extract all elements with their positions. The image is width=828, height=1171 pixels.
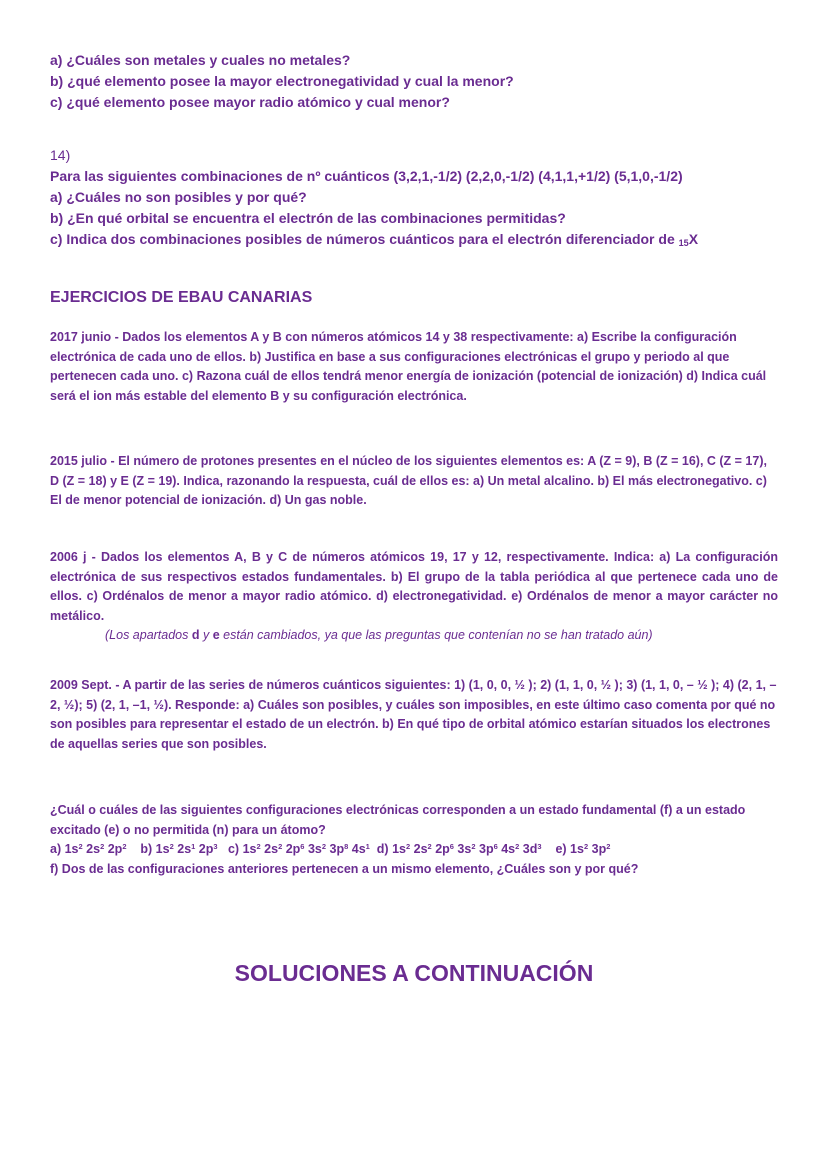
exercise-2006-note: [50, 626, 778, 646]
config-options: a) $1s^2$ $2s^2$ $2p^2$ b) $1s^2$ $2s^1$ $2p^3$ c) $1s^2$ $2s^2$ $2p^6$ $3s^2$ $3p^8$ $4s^1$ d) $1s^2$ $2s^2$ $2p^6$ $3s^2$ $3p^6$ $4s^2$ $3d^3$ e) $1s^2$ $3p^2$: [50, 841, 611, 856]
question-c: c) ¿qué elemento posee mayor radio atómico y cual menor?: [50, 94, 450, 110]
exercise-2017: 2017 junio - Dados los elementos A y B con números atómicos 14 y 38 respectivamente: a) Escribe la configuración electrónica de cada uno de ellos. b) Justifica en base a sus configuraciones electrónicas el grupo y periodo al que pertenecen cada uno. c) Razona cuál de ellos tendrá menor energía de ionización (potencial de ionización) d) Indica cuál será el ion más estable del elemento B y su configuración electrónica.: [50, 330, 767, 403]
top-questions: [50, 50, 778, 113]
exercise-2006-text: 2006 j - Dados los elementos A, B y C de números atómicos 19, 17 y 12, respectivamente. Indica: a) La configuración electrónica de sus respectivos estados fundamentales. b) El grupo de la tabla periódica al que pertenece cada uno de ellos. c) Ordénalos de menor a mayor radio atómico. d) electronegatividad. e) Ordénalos de menor a mayor carácter no metálico.: [50, 550, 778, 623]
question-14: [50, 145, 790, 250]
exercise-2006: [50, 548, 778, 646]
question-14-c-text: c) Indica dos combinaciones posibles de números cuánticos para el electrón diferenciador de: [50, 231, 679, 247]
note-y: y: [199, 628, 213, 642]
exercise-2015: 2015 julio - El número de protones presentes en el núcleo de los siguientes elementos es: A (Z = 9), B (Z = 16), C (Z = 17), D (Z = 18) y E (Z = 19). Indica, razonando la respuesta, cuál de ellos es: a) Un metal alcalino. b) El más electronegativo. c) El de menor potencial de ionización. d) Un gas noble.: [50, 454, 767, 507]
option-e-label: e): [555, 842, 567, 856]
question-number: 14): [50, 147, 71, 163]
exercise-2009: 2009 Sept. - A partir de las series de números cuánticos siguientes: 1) (1, 0, 0, ½ ); 2) (1, 1, 0, ½ ); 3) (1, 1, 0, – ½ ); 4) (2, 1, –2, ½); 5) (2, 1, –1, ½). Responde: a) Cuáles son posibles, y cuáles son imposibles, en este último caso comenta por qué no son posibles para representar el estado de un electrón. b) En qué tipo de orbital atómico estarían situados los electrones de aquellas series que son posibles.: [50, 678, 777, 751]
section-title: EJERCICIOS DE EBAU CANARIAS: [50, 289, 313, 306]
option-a-label: a): [50, 842, 62, 856]
config-question: ¿Cuál o cuáles de las siguientes configuraciones electrónicas corresponden a un estado fundamental (f) a un estado excitado (e) o no permitida (n) para un átomo?: [50, 803, 746, 837]
note-d: d: [191, 628, 200, 642]
note-part-2: están cambiados, ya que las preguntas que contenían no se han tratado aún): [219, 628, 653, 642]
question-14-c: [50, 229, 790, 250]
element-symbol: X: [688, 231, 699, 247]
question-14-b: b) ¿En qué orbital se encuentra el electrón de las combinaciones permitidas?: [50, 210, 566, 226]
option-c-label: c): [227, 842, 240, 856]
config-f: f) Dos de las configuraciones anteriores pertenecen a un mismo elemento, ¿Cuáles son y por qué?: [50, 861, 639, 876]
question-14-a: a) ¿Cuáles no son posibles y por qué?: [50, 189, 307, 205]
question-a: a) ¿Cuáles son metales y cuales no metales?: [50, 52, 351, 68]
option-b-label: b): [140, 842, 153, 856]
solutions-heading: SOLUCIONES A CONTINUACIÓN: [234, 960, 594, 986]
question-b: b) ¿qué elemento posee la mayor electronegatividad y cual la menor?: [50, 73, 514, 89]
option-d-label: d): [376, 842, 389, 856]
exercise-configurations: [50, 801, 778, 879]
note-part-1: (Los apartados: [105, 628, 192, 642]
atomic-number-subscript: 15: [678, 237, 689, 248]
note-e: e: [212, 628, 220, 642]
question-14-intro: Para las siguientes combinaciones de nº cuánticos (3,2,1,-1/2) (2,2,0,-1/2) (4,1,1,+1/2) (5,1,0,-1/2): [50, 168, 683, 184]
